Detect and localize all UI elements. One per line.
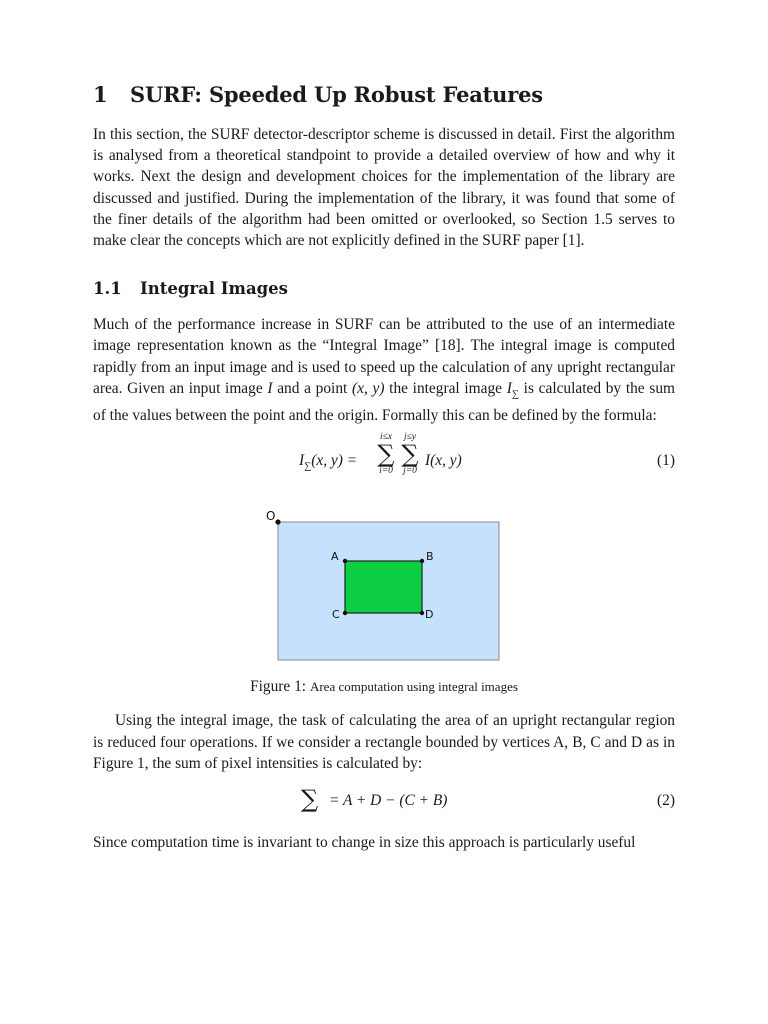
eq2-sum: ∑ — [301, 784, 319, 813]
vertex-b-label: B — [426, 550, 434, 564]
eq2-number: (2) — [657, 791, 675, 809]
vertex-a-point — [343, 559, 347, 563]
page — [93, 78, 675, 853]
vertex-d-label: D — [425, 608, 434, 622]
eq1-sum-j: j≤y ∑ j=0 — [401, 432, 419, 477]
caption-prefix: Figure 1: — [250, 678, 307, 696]
caption-text: Area computation using integral images — [309, 679, 518, 695]
vertex-c-label: C — [332, 608, 340, 622]
origin-label: O — [266, 509, 276, 524]
closing-paragraph: Since computation time is invariant to change in size this approach is particularly useful — [93, 833, 636, 851]
section-heading — [93, 78, 675, 112]
eq1-rhs: I(x, y) — [425, 452, 462, 470]
vertex-a-label: A — [331, 550, 339, 564]
eq1-lhs: $I_\sum(x$, y) = — [299, 452, 358, 473]
var-i: I — [267, 379, 273, 397]
integral-image-diagram — [93, 504, 675, 664]
area-paragraph: Using the integral image, the task of calculating the area of an upright rectangular region is reduced four operations. If we consider a rectangle bounded by vertices A, B, C and D as in Figure 1, the sum of pixel intensities is calculated by: — [93, 712, 675, 772]
integral-image-symbol: $I_\sum$ — [506, 379, 519, 400]
subsection-title: Integral Images — [140, 279, 288, 299]
point-xy: (x, y) — [352, 379, 385, 397]
subsection-heading — [93, 276, 675, 302]
para1-text-d: is calculated by the sum of the values between the point and the origin. Formally this can be defined by the formula: — [93, 379, 675, 425]
section-title: SURF: Speeded Up Robust Features — [130, 82, 543, 107]
region-rectangle — [345, 561, 422, 613]
vertex-b-point — [420, 559, 424, 563]
eq2-rhs: = A + D − (C + B) — [329, 791, 448, 809]
intro-paragraph: In this section, the SURF detector-descriptor scheme is discussed in detail. First the algorithm is analysed from a theoretical standpoint to provide a detailed overview of how and why it works. Next the design and development choices for the implementation of the library are discussed and justified. During the implementation of the library, it was found that some of the finer details of the algorithm had been omitted or overlooked, so Section 1.5 serves to make clear the concepts which are not explicitly defined in the SURF paper [1]. — [93, 126, 675, 250]
figure-1-caption — [93, 677, 675, 697]
figure-1 — [93, 504, 675, 664]
para1-text-c: the integral image — [384, 379, 507, 397]
origin-point — [275, 520, 280, 525]
integral-image-paragraph — [93, 314, 675, 426]
eq1-sum-i: i≤x ∑ i=0 — [377, 432, 395, 477]
section-number: 1 — [93, 82, 108, 107]
para1-text-b: and a point — [272, 379, 352, 397]
vertex-d-point — [420, 611, 424, 615]
equation-1 — [93, 432, 675, 496]
para1-text-a: Much of the performance increase in SURF can be attributed to the use of an intermediate image representation known as the “Integral Image” [18]. The integral image is computed rapidly from an input image and is used to speed up the calculation of any upright rectangular area. Given an input image — [93, 316, 675, 397]
subsection-number: 1.1 — [93, 279, 122, 299]
eq1-number: (1) — [657, 452, 675, 470]
vertex-c-point — [343, 611, 347, 615]
equation-2 — [93, 782, 675, 826]
